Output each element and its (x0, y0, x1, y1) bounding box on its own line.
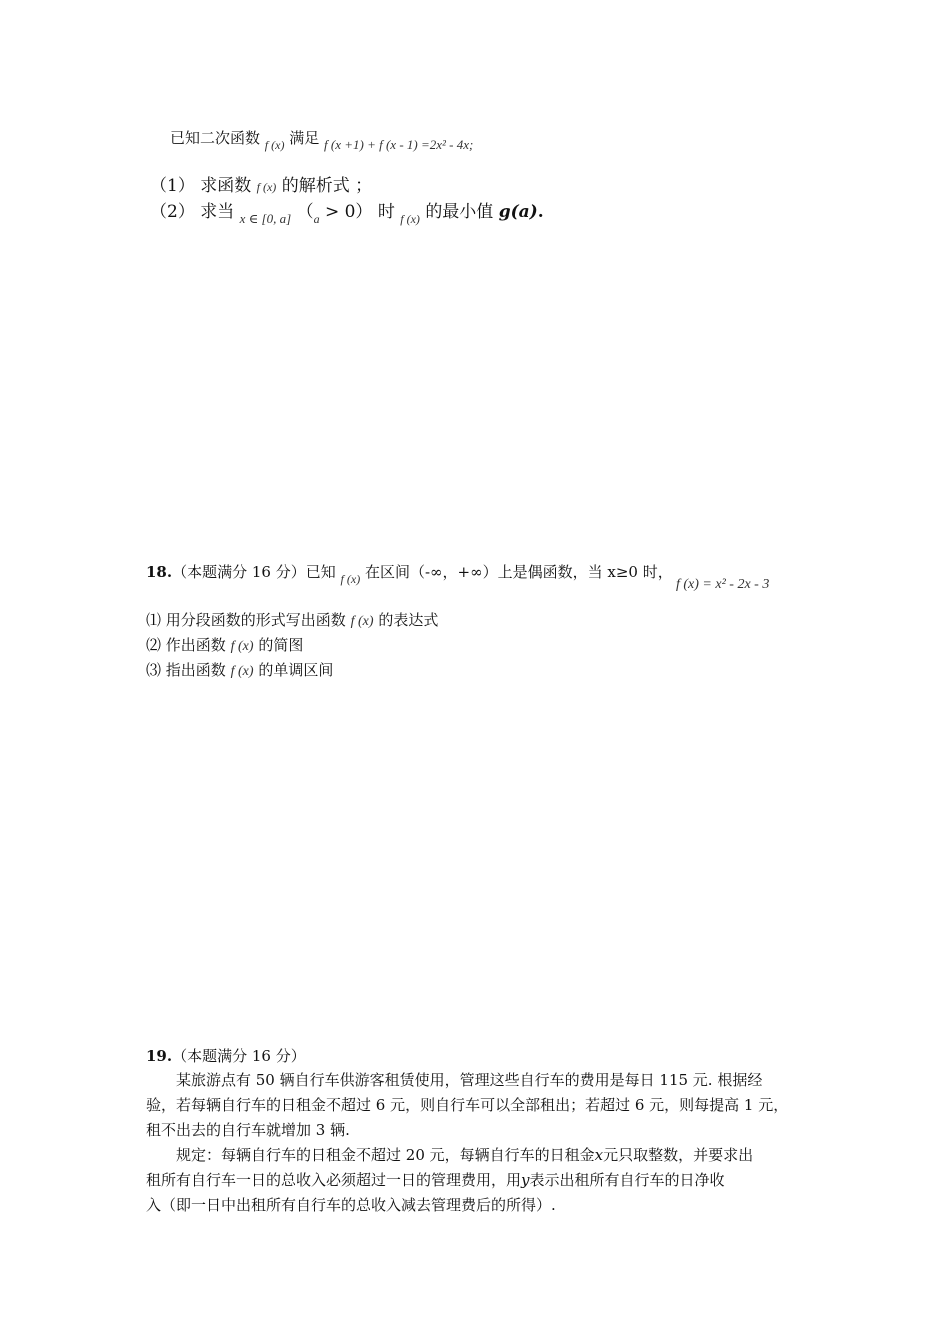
q17-fx: f (x) (264, 138, 285, 152)
q18-item-text-a: 指出函数 (165, 661, 226, 679)
q18-item-fx: f (x) (350, 614, 374, 629)
q17-part2-g: g(a) (498, 202, 538, 222)
q18-item-3 (146, 660, 333, 682)
q18-item-fx: f (x) (230, 639, 254, 654)
q18-number: 18. (146, 563, 173, 581)
q19-var-y: y (521, 1171, 530, 1189)
q19-p1-line2: 验，若每辆自行车的日租金不超过 6 元，则自行车可以全部租出；若超过 6 元，则每提高 1 元， (146, 1096, 789, 1114)
q17-part2-min: 的最小值 (425, 202, 494, 222)
q19-p2-line2-a: 租所有自行车一日的总收入必须超过一日的管理费用，用 (146, 1171, 522, 1189)
q18-formula: f (x) = x² - 2x - 3 (676, 577, 770, 592)
q17-part2-when: 时 (377, 202, 395, 222)
q17-part2-fx: f (x) (400, 212, 420, 226)
q17-intro-line (170, 128, 474, 152)
q18-item-2 (146, 635, 303, 657)
q17-part2-a-var: a (313, 212, 320, 226)
q17-part1-fx: f (x) (256, 180, 277, 194)
q19-p2-line1-b: 元只取整数，并要求出 (603, 1146, 754, 1164)
q17-equation: f (x +1) + f (x - 1) =2x² - 4x; (324, 137, 474, 152)
q18-item-num: ⑵ (146, 636, 162, 654)
q19-p2-line1 (146, 1143, 806, 1168)
q17-part2-num: （2） (150, 202, 195, 222)
q19-score: （本题满分 16 分） (172, 1047, 306, 1065)
q19-p1-line1: 某旅游点有 50 辆自行车供游客租赁使用，管理这些自行车的费用是每日 115 元. 根据经 (176, 1071, 763, 1089)
q19-header (146, 1046, 306, 1066)
q17-part1-text-b: 的解析式 ； (281, 176, 373, 196)
q18-header (146, 562, 673, 586)
q17-part2 (150, 202, 544, 226)
q18-score: （本题满分 16 分） (172, 563, 306, 581)
q19-p2-line3: 入（即一日中出租所有自行车的总收入减去管理费后的所得）. (146, 1196, 556, 1214)
q18-item-num: ⑶ (146, 661, 162, 679)
q19-p1-line3: 租不出去的自行车就增加 3 辆. (146, 1121, 350, 1139)
q18-item-text-b: 的表达式 (378, 611, 439, 629)
q18-item-text-b: 的单调区间 (258, 661, 334, 679)
q17-part2-cond: > 0） (324, 202, 373, 222)
q19-p2-line1-a: 规定：每辆自行车的日租金不超过 20 元，每辆自行车的日租金 (176, 1146, 595, 1164)
q18-item-fx: f (x) (230, 664, 254, 679)
q18-known: 已知 (305, 563, 336, 581)
q17-part2-range: x ∈ [0, a] (239, 211, 292, 226)
q17-part2-paren: （ (296, 202, 314, 222)
q17-part1 (150, 176, 372, 197)
q17-part2-end: . (537, 202, 544, 222)
q18-fx: f (x) (340, 572, 361, 586)
q19-p2-line2 (146, 1168, 806, 1193)
q18-item-text-a: 作出函数 (165, 636, 226, 654)
q17-part1-num: （1） (150, 176, 195, 196)
q18-item-1 (146, 610, 438, 632)
q19-var-x: x (594, 1146, 604, 1164)
q19-body (146, 1068, 806, 1218)
q18-item-text-b: 的简图 (258, 636, 304, 654)
q18-item-num: ⑴ (146, 611, 162, 629)
q19-p2-line2-b: 表示出租所有自行车的日净收 (529, 1171, 725, 1189)
q17-part1-text-a: 求函数 (200, 176, 252, 196)
q17-satisfy: 满足 (289, 129, 320, 147)
q18-item-text-a: 用分段函数的形式写出函数 (165, 611, 346, 629)
q19-number: 19. (146, 1047, 173, 1065)
q18-text: 在区间（-∞，+∞）上是偶函数，当 x≥0 时， (364, 563, 673, 581)
q17-part2-text-a: 求当 (200, 202, 235, 222)
q17-intro: 已知二次函数 (170, 129, 261, 147)
